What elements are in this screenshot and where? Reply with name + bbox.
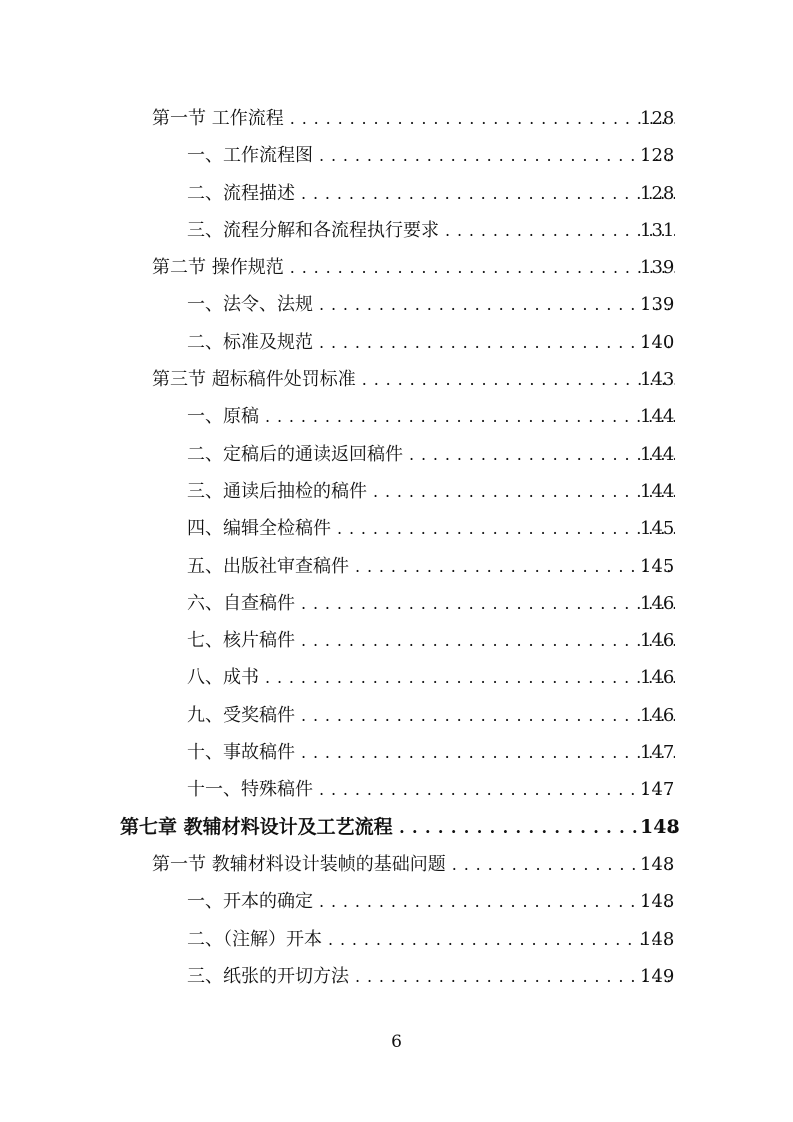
toc-entry-item[interactable]: [0, 324, 793, 361]
toc-entry-item[interactable]: [0, 734, 793, 771]
toc-entry-item[interactable]: [0, 921, 793, 958]
toc-entry-label: 第二节 操作规范 . . .: [152, 249, 675, 286]
toc-entry-section[interactable]: [0, 249, 793, 286]
toc-entry-item[interactable]: [0, 175, 793, 212]
toc-entry-item[interactable]: [0, 622, 793, 659]
toc-entry-label: 五、出版社审查稿件 . . .: [187, 548, 675, 585]
toc-entry-item[interactable]: [0, 771, 793, 808]
toc-entry-page: 145: [640, 518, 675, 540]
toc-entry-page: 146: [640, 630, 675, 652]
toc-entry-label: 一、工作流程图 . . .: [187, 137, 675, 174]
toc-entry-page: 144: [640, 406, 675, 428]
table-of-contents: [0, 100, 793, 995]
toc-entry-section[interactable]: [0, 361, 793, 398]
toc-entry-page: 143: [640, 369, 675, 391]
toc-entry-item[interactable]: [0, 697, 793, 734]
toc-entry-item[interactable]: [0, 398, 793, 435]
toc-entry-label: 二、流程描述 . . .: [187, 175, 675, 212]
toc-entry-item[interactable]: [0, 510, 793, 547]
toc-entry-page: 149: [640, 965, 675, 987]
toc-entry-page: 139: [640, 294, 675, 316]
toc-entry-label: 四、编辑全检稿件 . . .: [187, 510, 675, 547]
toc-entry-item[interactable]: [0, 286, 793, 323]
page-number: 6: [391, 1032, 402, 1052]
toc-entry-page: 148: [640, 928, 675, 950]
toc-entry-page: 139: [640, 257, 675, 279]
toc-entry-label: 第一节 教辅材料设计装帧的基础问题 . . .: [152, 846, 675, 883]
toc-entry-page: 146: [640, 667, 675, 689]
toc-entry-chapter[interactable]: [0, 809, 793, 846]
toc-entry-page: 140: [640, 331, 675, 353]
toc-entry-page: 128: [640, 145, 675, 167]
toc-entry-page: 148: [640, 891, 675, 913]
toc-entry-label: 七、核片稿件 . . .: [187, 622, 675, 659]
toc-entry-label: 二、（注解）开本 . . .: [187, 921, 675, 958]
toc-entry-label: 二、标准及规范 . . .: [187, 324, 675, 361]
toc-entry-label: 第三节 超标稿件处罚标准 . . .: [152, 361, 675, 398]
toc-entry-label: 一、法令、法规 . . .: [187, 286, 675, 323]
toc-entry-page: 145: [640, 555, 675, 577]
toc-entry-page: 144: [640, 443, 675, 465]
toc-entry-item[interactable]: [0, 137, 793, 174]
toc-entry-page: 147: [640, 742, 675, 764]
toc-entry-label: 十、事故稿件 . . .: [187, 734, 675, 771]
toc-entry-item[interactable]: [0, 548, 793, 585]
toc-entry-page: 146: [640, 592, 675, 614]
toc-entry-label: 一、开本的确定 . . .: [187, 883, 675, 920]
toc-entry-page: 128: [640, 182, 675, 204]
toc-entry-item[interactable]: [0, 585, 793, 622]
toc-entry-label: 第七章 教辅材料设计及工艺流程 . . .: [120, 809, 675, 846]
toc-entry-label: 三、流程分解和各流程执行要求 . . .: [187, 212, 675, 249]
toc-entry-label: 九、受奖稿件 . . .: [187, 697, 675, 734]
toc-entry-item[interactable]: [0, 958, 793, 995]
toc-entry-label: 十一、特殊稿件 . . .: [187, 771, 675, 808]
toc-entry-item[interactable]: [0, 473, 793, 510]
toc-entry-item[interactable]: [0, 883, 793, 920]
toc-entry-page: 148: [640, 853, 675, 875]
toc-entry-page: 131: [640, 219, 675, 241]
toc-entry-page: 146: [640, 704, 675, 726]
toc-entry-page: 144: [640, 480, 675, 502]
toc-entry-label: 一、原稿 . . .: [187, 398, 675, 435]
toc-entry-page: 148: [640, 815, 680, 838]
toc-entry-item[interactable]: [0, 436, 793, 473]
toc-entry-label: 二、定稿后的通读返回稿件 . . .: [187, 436, 675, 473]
toc-entry-label: 六、自查稿件 . . .: [187, 585, 675, 622]
toc-entry-label: 八、成书 . . .: [187, 659, 675, 696]
toc-entry-page: 147: [640, 779, 675, 801]
toc-entry-section[interactable]: [0, 100, 793, 137]
toc-entry-page: 128: [640, 108, 675, 129]
toc-entry-label: 三、纸张的开切方法 . . .: [187, 958, 675, 995]
toc-entry-section[interactable]: [0, 846, 793, 883]
toc-entry-item[interactable]: [0, 659, 793, 696]
toc-entry-label: 第一节 工作流程 . . .: [152, 100, 675, 137]
toc-entry-item[interactable]: [0, 212, 793, 249]
toc-entry-label: 三、通读后抽检的稿件 . . .: [187, 473, 675, 510]
